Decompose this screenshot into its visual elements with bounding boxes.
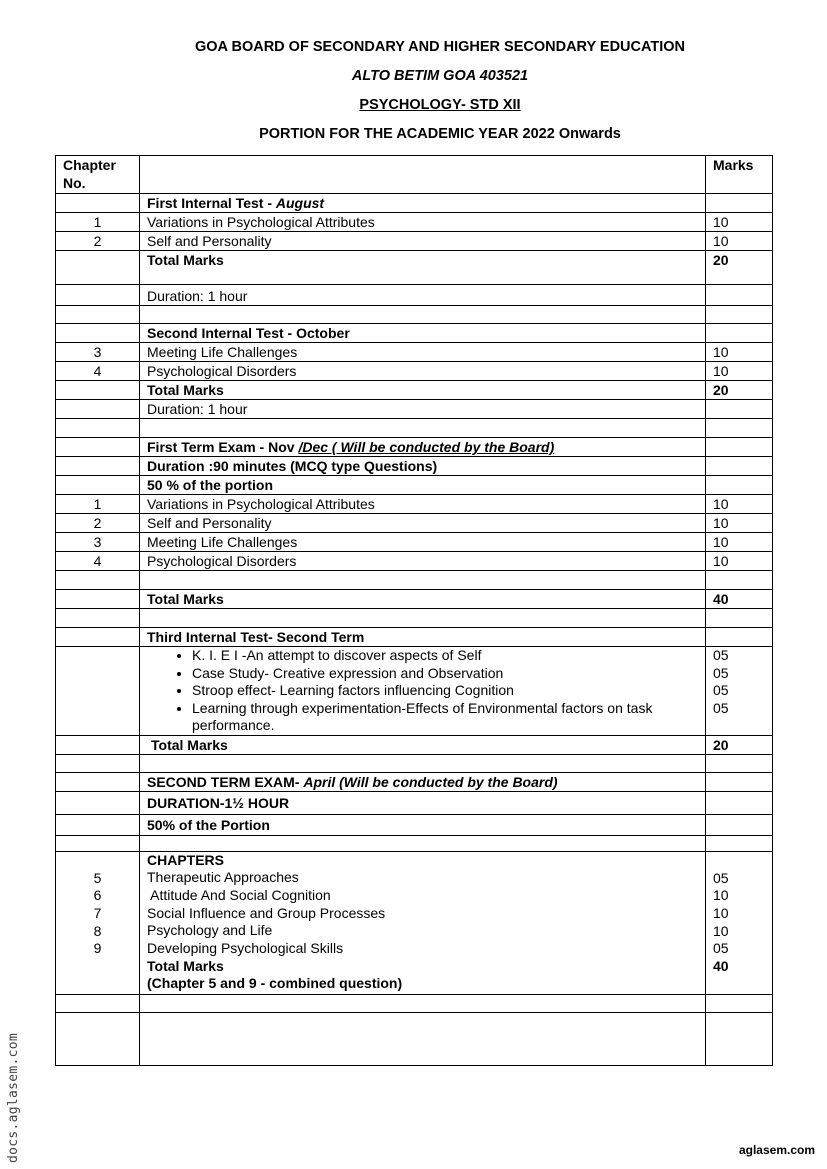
second-term-duration: DURATION-1½ HOUR bbox=[140, 791, 706, 814]
table-row: 2 Self and Personality 10 bbox=[56, 232, 773, 251]
combined-note: (Chapter 5 and 9 - combined question) bbox=[147, 975, 403, 992]
table-row: 4 Psychological Disorders 10 bbox=[56, 362, 773, 381]
duration-text: Duration: 1 hour bbox=[140, 285, 706, 306]
total-label: Total Marks bbox=[147, 957, 224, 974]
table-row: 3 Meeting Life Challenges 10 bbox=[56, 343, 773, 362]
table-row: 1 Variations in Psychological Attributes 10 bbox=[56, 213, 773, 232]
third-test-items-row: • K. I. E I -An attempt to discover aspects of Self • Case Study- Creative expression and Observation • Stroop effect- Learning factors influencing Cognition • Learning through experimentation-Effects of Environmental factors on task performance. 05 05 05 05 bbox=[56, 647, 773, 736]
second-term-portion: 50% of the Portion bbox=[140, 814, 706, 835]
marks-header: Marks bbox=[706, 156, 773, 194]
third-test-title: Third Internal Test- Second Term bbox=[140, 628, 706, 647]
total-row: Total Marks 20 bbox=[56, 251, 773, 285]
chapter-no-header: Chapter No. bbox=[56, 156, 140, 194]
list-item: Social Influence and Group Processes bbox=[147, 904, 386, 921]
table-row: 4 Psychological Disorders 10 bbox=[56, 552, 773, 571]
first-term-title: First Term Exam - Nov /Dec ( Will be conducted by the Board) bbox=[140, 438, 706, 457]
list-item: Psychology and Life bbox=[147, 922, 273, 939]
total-row: Total Marks 20 bbox=[56, 381, 773, 400]
table-row: 2 Self and Personality 10 bbox=[56, 514, 773, 533]
first-test-title: First Internal Test - August bbox=[140, 194, 706, 213]
list-item: Developing Psychological Skills bbox=[147, 940, 344, 957]
first-term-duration: Duration :90 minutes (MCQ type Questions) bbox=[140, 457, 706, 476]
board-title: GOA BOARD OF SECONDARY AND HIGHER SECONDARY EDUCATION bbox=[194, 39, 686, 55]
list-item: Attitude And Social Cognition bbox=[147, 886, 331, 903]
watermark: docs.aglasem.com bbox=[6, 1032, 21, 1163]
table-row: 3 Meeting Life Challenges 10 bbox=[56, 533, 773, 552]
list-item: • K. I. E I -An attempt to discover aspects of Self bbox=[192, 647, 705, 665]
subject-title: PSYCHOLOGY- STD XII bbox=[359, 97, 521, 113]
syllabus-table bbox=[55, 155, 773, 1066]
second-term-chapters-row: 5 6 7 8 9 CHAPTERS Therapeutic Approaches Attitude And Social Cognition Social Influence and Group Processes Psychology and Life Developing Psychological Skills Total Marks (Chapter 5 and 9 - combined question) 05 10 10 10 05 40 bbox=[56, 851, 773, 994]
list-item: • Stroop effect- Learning factors influencing Cognition bbox=[192, 682, 705, 700]
first-term-portion: 50 % of the portion bbox=[140, 476, 706, 495]
list-item: • Case Study- Creative expression and Observation bbox=[192, 665, 705, 683]
board-address: ALTO BETIM GOA 403521 bbox=[351, 68, 529, 84]
list-item: • Learning through experimentation-Effects of Environmental factors on task performance. bbox=[192, 700, 705, 735]
table-header-row bbox=[56, 156, 773, 194]
second-term-title: SECOND TERM EXAM- April (Will be conducted by the Board) bbox=[140, 772, 706, 791]
table-row: 1 Variations in Psychological Attributes 10 bbox=[56, 495, 773, 514]
portion-title: PORTION FOR THE ACADEMIC YEAR 2022 Onwards bbox=[259, 126, 621, 142]
list-item: Therapeutic Approaches bbox=[147, 869, 299, 886]
total-row: Total Marks 40 bbox=[56, 590, 773, 609]
duration-text: Duration: 1 hour bbox=[140, 400, 706, 419]
second-test-title: Second Internal Test - October bbox=[140, 324, 706, 343]
footer-brand: aglasem.com bbox=[738, 1143, 815, 1157]
chapters-label: CHAPTERS bbox=[147, 851, 225, 868]
total-row: Total Marks 20 bbox=[56, 735, 773, 754]
